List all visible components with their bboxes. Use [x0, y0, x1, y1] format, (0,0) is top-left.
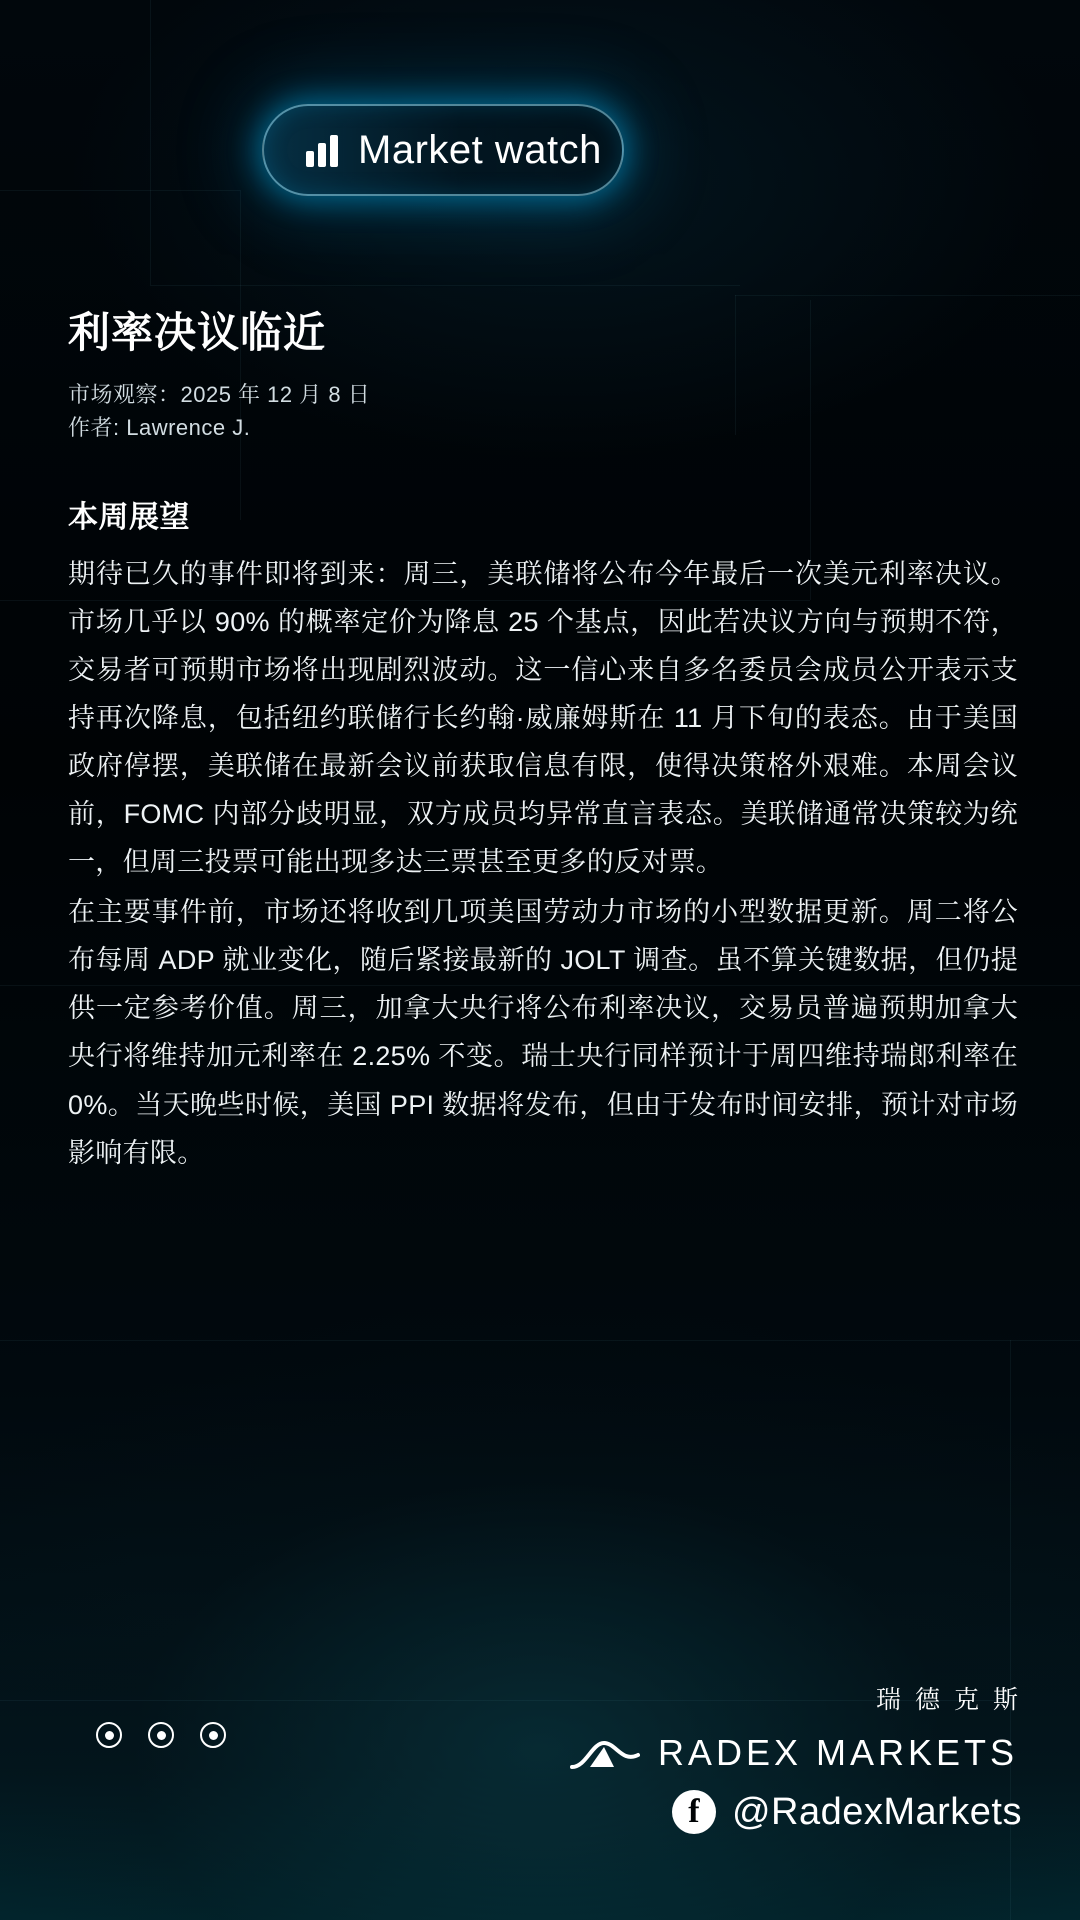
- brand-name: RADEX MARKETS: [657, 1732, 1018, 1773]
- article-paragraph: 期待已久的事件即将到来：周三，美联储将公布今年最后一次美元利率决议。市场几乎以 90% 的概率定价为降息 25 个基点，因此若决议方向与预期不符，交易者可预期市场将出现剧烈波动。这一信心来自多名委员会成员公开表示支持再次降息，包括纽约联储行长约翰·威廉姆斯在 11 月下旬的表态。由于美国政府停摆，美联储在最新会议前获取信息有限，使得决策格外艰难。本周会议前，FOMC 内部分歧明显，双方成员均异常直言表态。美联储通常决策较为统一，但周三投票可能出现多达三票甚至更多的反对票。: [68, 559, 1018, 878]
- market-watch-badge: [262, 104, 624, 196]
- section-heading: 本周展望: [68, 501, 190, 534]
- article-body: [68, 300, 1018, 1177]
- article-paragraph: 在主要事件前，市场还将收到几项美国劳动力市场的小型数据更新。周二将公布每周 ADP 就业变化，随后紧接最新的 JOLT 调查。虽不算关键数据，但仍提供一定参考价值。周三，加拿大央行将公布利率决议，交易员普遍预期加拿大央行将维持加元利率在 2.25% 不变。瑞士央行同样预计于周四维持瑞郎利率在 0%。当天晚些时候，美国 PPI 数据将发布，但由于发布时间安排，预计对市场影响有限。: [68, 897, 1018, 1168]
- article-author: 作者: Lawrence J.: [68, 415, 251, 440]
- decor-grid-line: [0, 1340, 1080, 1341]
- pagination-dot[interactable]: [148, 1722, 174, 1748]
- page-title: 利率决议临近: [68, 309, 327, 356]
- bar-chart-icon: [306, 133, 338, 167]
- decor-grid-line: [150, 285, 740, 286]
- article-source-date: 市场观察：2025 年 12 月 8 日: [68, 382, 371, 407]
- brand-name-cn: 瑞德克斯: [875, 1686, 1032, 1714]
- social-handle-text: @RadexMarkets: [731, 1790, 1022, 1833]
- badge-label: Market watch: [358, 127, 602, 172]
- facebook-icon[interactable]: f: [672, 1790, 716, 1834]
- pagination-dots[interactable]: [96, 1722, 226, 1748]
- pagination-dot[interactable]: [200, 1722, 226, 1748]
- decor-grid-line: [0, 190, 240, 191]
- radex-logo-icon: [570, 1733, 640, 1773]
- social-handle-row[interactable]: [672, 1790, 1022, 1834]
- decor-grid-line: [150, 0, 151, 285]
- decor-grid-line: [735, 295, 1080, 296]
- brand-block: [570, 1680, 1032, 1774]
- pagination-dot[interactable]: [96, 1722, 122, 1748]
